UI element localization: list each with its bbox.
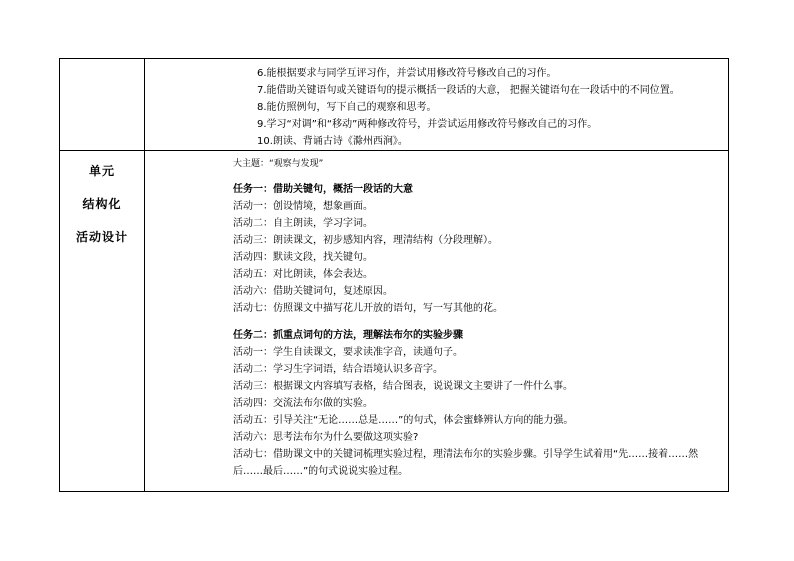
task-2-activity: 活动一：学生自读课文，要求读准字音，读通句子。	[233, 347, 463, 358]
task-1-activity: 活动二：自主朗读，学习字词。	[233, 218, 373, 229]
activity-content-cell	[145, 151, 729, 492]
goals-cell	[145, 59, 729, 151]
task-1-activity: 活动六：借助关键词句，复述原因。	[233, 286, 393, 297]
goal-item: 8.能仿照例句，写下自己的观察和思考。	[257, 102, 437, 113]
task-2-activity: 活动四：交流法布尔做的实验。	[233, 398, 373, 409]
activity-design-row	[60, 151, 729, 492]
task-2-activity: 活动五：引导关注“无论……总是……”的句式，体会蜜蜂辨认方向的能力强。	[233, 415, 574, 426]
unit-plan-table	[59, 58, 729, 492]
task-2-activity: 活动二：学习生字词语，结合语境认识多音字。	[233, 364, 443, 375]
task-1-activity: 活动三：朗读课文，初步感知内容，理清结构（分段理解）。	[233, 235, 498, 246]
goal-item: 10.朗读、背诵古诗《滁州西涧》。	[257, 136, 408, 147]
section-label-line: 单元	[88, 164, 115, 178]
task-1-activity: 活动五：对比朗读，体会表达。	[233, 269, 373, 280]
goal-item: 7.能借助关键语句或关键语句的提示概括一段话的大意， 把握关键语句在一段话中的不同位置。	[257, 85, 680, 96]
task-1-activity: 活动一：创设情境，想象画面。	[233, 201, 373, 212]
goals-row	[60, 59, 729, 151]
goals-label-cell	[60, 59, 145, 151]
task-1-title: 任务一：借助关键句，概括一段话的大意	[233, 184, 413, 195]
task-1-activity: 活动四：默读文段，找关键句。	[233, 252, 373, 263]
task-2-title: 任务二：抓重点词句的方法，理解法布尔的实验步骤	[233, 330, 463, 341]
unit-theme: 大主题：“观察与发现”	[233, 159, 324, 169]
section-label-cell	[60, 151, 145, 492]
section-label-line: 结构化	[82, 197, 122, 211]
goal-item: 6.能根据要求与同学互评习作，并尝试用修改符号修改自己的习作。	[257, 68, 557, 79]
goal-item: 9.学习“对调”和“移动”两种修改符号，并尝试运用修改符号修改自己的习作。	[257, 119, 598, 130]
task-2-activity: 活动三：根据课文内容填写表格，结合图表，说说课文主要讲了一件什么事。	[233, 381, 573, 392]
section-label-line: 活动设计	[75, 230, 128, 244]
task-1-activity: 活动七：仿照课文中描写花儿开放的语句，写一写其他的花。	[233, 303, 503, 314]
task-2-activity: 活动七：借助课文中的关键词梳理实验过程，理清法布尔的实验步骤。引导学生试着用“先……接着……然后……最后……”的句式说说实验过程。	[233, 449, 699, 477]
task-2-activity: 活动六：思考法布尔为什么要做这项实验?	[233, 432, 419, 443]
